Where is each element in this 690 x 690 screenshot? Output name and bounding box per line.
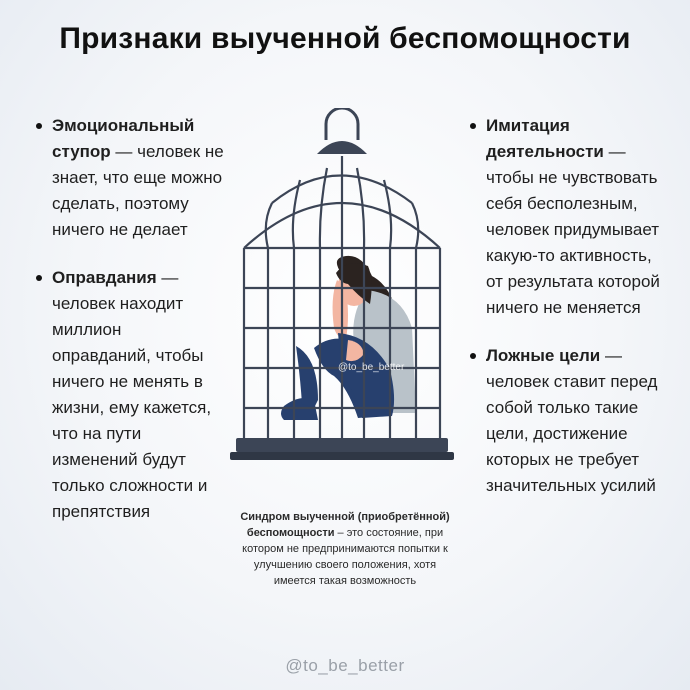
page-title: Признаки выученной беспомощности	[59, 22, 631, 55]
author-handle: @to_be_better	[285, 656, 405, 675]
definition-body: – это состояние, при котором не предпринимаются попытки к улучшению своего положения, хотя имеется такая возможность	[242, 527, 448, 587]
cage-top-ring	[317, 108, 367, 154]
definition-text	[232, 509, 458, 589]
cage-base	[230, 438, 454, 460]
list-item-imitation	[468, 113, 668, 321]
item-term: Ложные цели	[486, 346, 601, 365]
bird-cage-illustration	[222, 108, 462, 463]
right-column	[468, 113, 668, 499]
item-term: Эмоциональный ступор	[52, 116, 195, 161]
left-column	[34, 113, 224, 525]
list-item-emotional-stupor	[34, 113, 224, 243]
item-text: — человек находит миллион оправданий, чтобы ничего не менять в жизни, ему кажется, что на пути изменений будут только сложности и препятствия	[52, 268, 212, 521]
item-term: Имитация деятельности	[486, 116, 604, 161]
item-term: Оправдания	[52, 268, 157, 287]
item-text: — чтобы не чувствовать себя бесполезным, человек придумывает какую-то активность, от результата которой ничего не меняется	[486, 142, 660, 317]
watermark: @to_be_better	[338, 362, 405, 373]
cage-bars	[244, 156, 440, 453]
definition-term: Синдром выученной (приобретённой) беспомощности	[240, 511, 450, 539]
list-item-false-goals	[468, 343, 668, 499]
item-text: — человек ставит перед собой только такие цели, достижение которых не требует значительных усилий	[486, 346, 658, 495]
list-item-excuses	[34, 265, 224, 525]
sitting-woman-figure	[281, 256, 416, 420]
item-text: — человек не знает, что еще можно сделать, поэтому ничего не делает	[52, 142, 224, 239]
